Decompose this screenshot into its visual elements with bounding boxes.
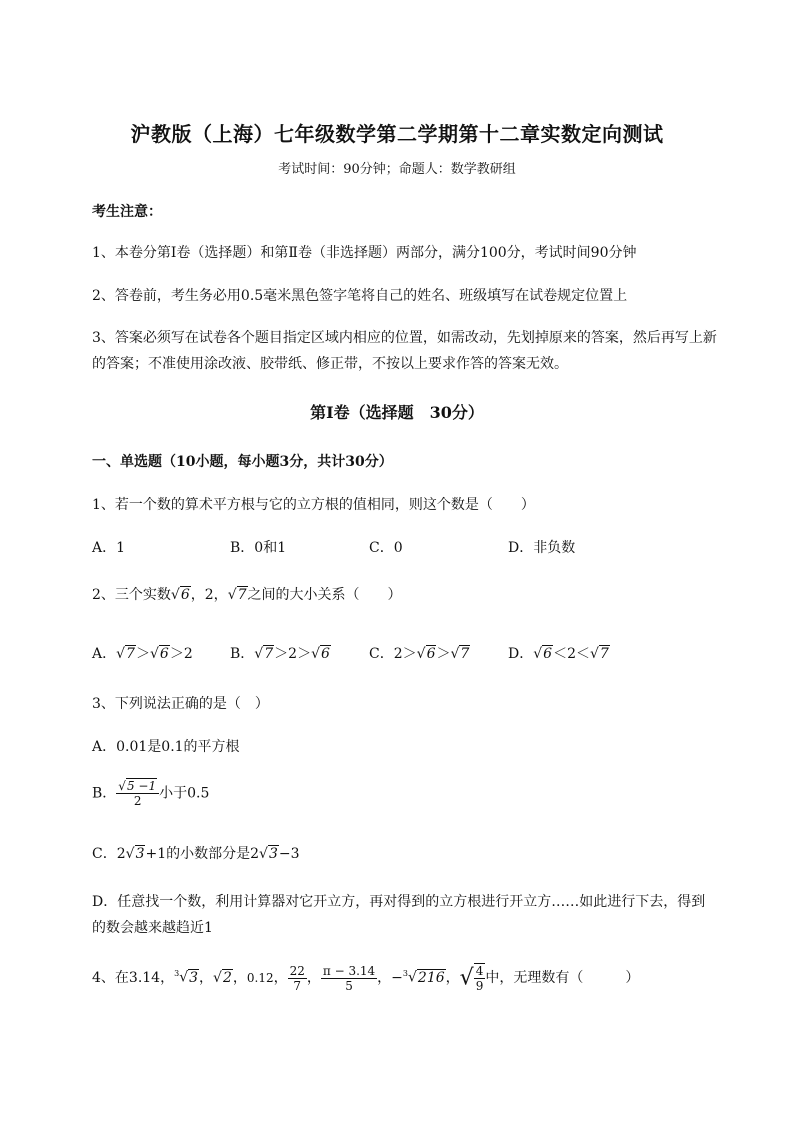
question-3-option-d-line2: 的数会越来越趋近1 [92, 920, 213, 936]
section-title: 第Ⅰ卷（选择题 30分） [310, 403, 484, 422]
part-heading: 一、单选题（10小题，每小题3分，共计30分） [92, 454, 393, 470]
question-1-option-d: D．非负数 [508, 540, 576, 556]
question-2-stem [92, 584, 402, 604]
sqrt-2: √2 [213, 970, 232, 986]
fraction-pi-minus-314-over-5: $\frac{\pi - 3.14}{5}$ [322, 963, 376, 993]
question-2-stem-text-c: 之间的大小关系（ ） [247, 587, 402, 603]
question-3-option-d-line1: D．任意找一个数，利用计算器对它开立方，再对得到的立方根进行开立方……如此进行下去，得到 [92, 894, 706, 910]
question-3-option-c: C．2√3+1的小数部分是2√3−3 [92, 846, 300, 862]
question-2-stem-text-a: 2、三个实数 [92, 587, 171, 603]
page-title: 沪教版（上海）七年级数学第二学期第十二章实数定向测试 [130, 122, 664, 146]
question-2-stem-text-b: ，2， [190, 587, 228, 603]
note-item-2: 2、答卷前，考生务必用0.5毫米黑色签字笔将自己的姓名、班级填写在试卷规定位置上 [92, 288, 628, 304]
question-3-option-b: B． $\frac{√5 -1}{2}$ 小于0.5 [92, 779, 210, 808]
sqrt-7: √7 [227, 587, 247, 603]
question-1-option-c: C．0 [369, 540, 403, 556]
question-1-option-a: A．1 [92, 540, 126, 556]
question-1-option-b: B．0和1 [230, 540, 287, 556]
fraction-sqrt5-minus-1-over-2: $\frac{√5 -1}{2}$ [116, 779, 159, 808]
question-2-option-a: A．√7＞√6＞2 [92, 646, 193, 662]
fraction-22-over-7: $\frac{22}{7}$ [289, 963, 305, 993]
note-item-3-cont: 的答案；不准使用涂改液、胶带纸、修正带，不按以上要求作答的答案无效。 [92, 356, 568, 372]
question-3-stem: 3、下列说法正确的是（ ） [92, 696, 269, 712]
question-2-option-c: C．2＞√6＞√7 [369, 646, 470, 662]
question-4-stem: 4、在3.14，$^3$√3，√2，0.12， $\frac{22}{7}$ ， $\frac{\pi - 3.14}{5}$ ，−$^3$√216，√ $\frac{4}{9}$ 中，无理数有（ ） [92, 963, 640, 993]
question-2-option-b: B．√7＞2＞√6 [230, 646, 330, 662]
notes-heading: 考生注意： [92, 204, 162, 220]
cube-root-216: $^3$√216 [402, 969, 445, 986]
page-subtitle: 考试时间：90分钟；命题人：数学教研组 [278, 162, 516, 177]
question-1-stem: 1、若一个数的算术平方根与它的立方根的值相同，则这个数是（ ） [92, 497, 535, 513]
question-2-option-d: D．√6＜2＜√7 [508, 646, 609, 662]
note-item-1: 1、本卷分第Ⅰ卷（选择题）和第Ⅱ卷（非选择题）两部分，满分100分，考试时间90分钟 [92, 245, 637, 261]
cube-root-3: $^3$√3 [174, 969, 199, 986]
repeating-decimal: 0.12 [246, 971, 274, 985]
sqrt-4-over-9: √ $\frac{4}{9}$ [459, 964, 484, 993]
note-item-3: 3、答案必须写在试卷各个题目指定区域内相应的位置，如需改动，先划掉原来的答案，然后再写上新 [92, 330, 717, 346]
question-3-option-a: A．0.01是0.1的平方根 [92, 739, 240, 755]
sqrt-6: √6 [170, 587, 190, 603]
